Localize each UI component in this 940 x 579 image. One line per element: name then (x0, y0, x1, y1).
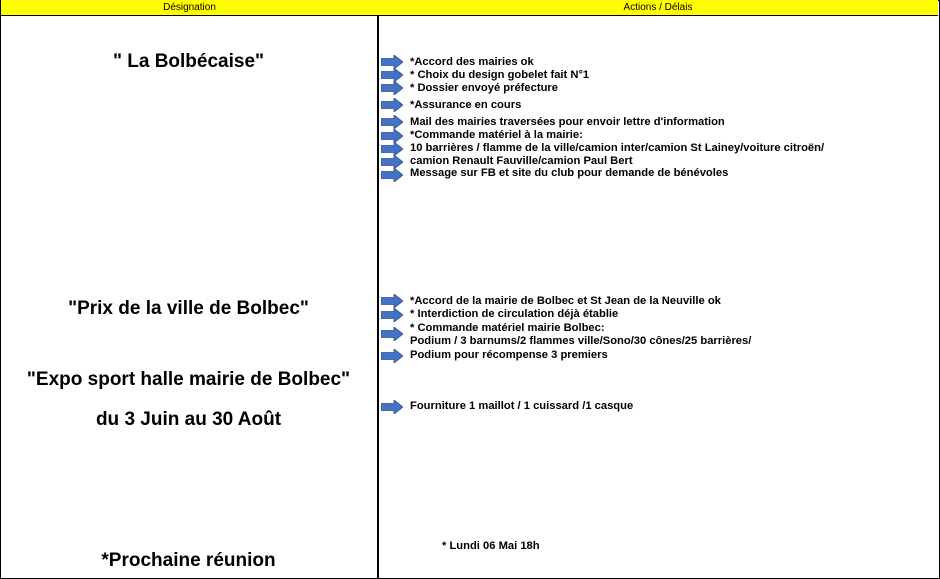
event-subtitle-expo-dates: du 3 Juin au 30 Août (95, 409, 282, 430)
arrow-right-icon (381, 115, 403, 129)
arrow-right-icon (381, 81, 403, 95)
header-actions-delais: Actions / Délais (378, 0, 938, 16)
arrow-right-icon (381, 400, 403, 414)
arrow-right-icon (381, 98, 403, 112)
action-line: * Commande matériel mairie Bolbec: (410, 322, 605, 334)
action-line: *Commande matériel à la mairie: (410, 129, 583, 141)
action-line: * Dossier envoyé préfecture (410, 82, 558, 94)
arrow-right-icon (381, 294, 403, 308)
action-line: Fourniture 1 maillot / 1 cuissard /1 casque (410, 400, 634, 412)
arrow-right-icon (381, 349, 403, 363)
action-line: Podium / 3 barnums/2 flammes ville/Sono/30 cônes/25 barrières/ (410, 335, 752, 347)
arrow-right-icon (381, 308, 403, 322)
event-title-prix-ville: "Prix de la ville de Bolbec" (68, 298, 309, 319)
action-line: *Assurance en cours (410, 99, 522, 111)
arrow-right-icon (381, 129, 403, 143)
action-line: 10 barrières / flamme de la ville/camion inter/camion St Lainey/voiture citroën/ (410, 142, 825, 154)
action-line: camion Renault Fauville/camion Paul Bert (410, 155, 633, 167)
action-line: *Accord des mairies ok (410, 56, 534, 68)
action-line: Message sur FB et site du club pour demande de bénévoles (410, 167, 729, 179)
action-line: * Choix du design gobelet fait N°1 (410, 69, 590, 81)
arrow-right-icon (381, 327, 403, 341)
header-designation: Désignation (1, 0, 379, 16)
arrow-right-icon (381, 68, 403, 82)
event-title-bolbecaise: " La Bolbécaise" (112, 51, 265, 72)
action-line: * Interdiction de circulation déjà établie (410, 308, 619, 320)
event-title-expo-sport: "Expo sport halle mairie de Bolbec" (26, 369, 351, 390)
action-line: *Accord de la mairie de Bolbec et St Jean de la Neuville ok (410, 295, 721, 307)
action-line: Podium pour récompense 3 premiers (410, 349, 608, 361)
arrow-right-icon (381, 142, 403, 156)
action-line: Mail des mairies traversées pour envoir lettre d'information (410, 116, 725, 128)
column-divider (377, 16, 379, 578)
next-meeting-label: *Prochaine réunion (101, 550, 276, 571)
arrow-right-icon (381, 155, 403, 169)
arrow-right-icon (381, 168, 403, 182)
arrow-right-icon (381, 55, 403, 69)
next-meeting-date: * Lundi 06 Mai 18h (442, 540, 540, 552)
